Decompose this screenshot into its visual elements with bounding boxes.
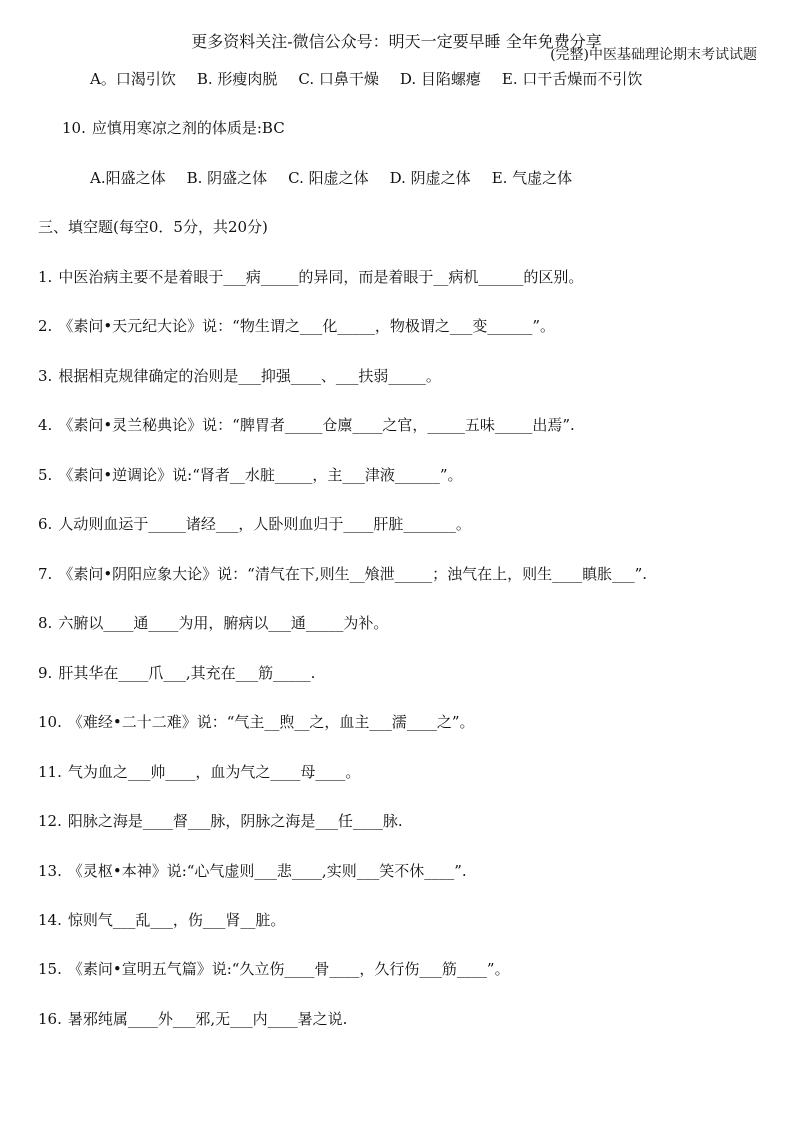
option-c: C. 口鼻干燥 [298, 70, 379, 88]
question-text: 应慎用寒凉之剂的体质是:BC [91, 119, 285, 138]
fill-blank-item [0, 945, 793, 994]
option-a: A。口渴引饮 [90, 70, 176, 88]
item-number: 3. [38, 366, 53, 385]
item-number: 11. [38, 762, 62, 781]
fill-blank-item [0, 352, 793, 401]
item-number: 16. [38, 1009, 62, 1028]
fill-blank-item [0, 451, 793, 500]
option-b: B. 形瘦肉脱 [196, 70, 278, 88]
option-a: A.阳盛之体 [90, 168, 166, 187]
question-number: 10. [62, 119, 86, 138]
item-number: 7. [38, 564, 53, 583]
item-text: 惊则气___乱___，伤___肾__脏。 [67, 910, 286, 929]
item-text: 六腑以____通____为用，腑病以___通_____为补。 [58, 614, 389, 633]
promo-banner: 更多资料关注-微信公众号：明天一定要早睡 全年免费分享 [191, 32, 602, 51]
item-text: 根据相克规律确定的治则是___抑强____、___扶弱_____。 [58, 366, 441, 385]
fill-blank-item [0, 847, 793, 896]
item-text: 《素问•宣明五气篇》说:“久立伤____骨____，久行伤___筋____”。 [67, 960, 510, 979]
item-text: 《素问•逆调论》说:“肾者__水脏_____，主___津液______”。 [58, 465, 463, 484]
fill-blank-item [0, 896, 793, 945]
item-text: 中医治病主要不是着眼于___病_____的异同，而是着眼于__病机______的区别。 [58, 267, 584, 286]
item-number: 6. [38, 515, 53, 534]
fill-blank-item [0, 748, 793, 797]
fill-blank-item [0, 797, 793, 846]
question-10-stem [0, 104, 793, 153]
fill-blank-item [0, 302, 793, 351]
item-text: 阳脉之海是____督___脉，阴脉之海是___任____脉. [67, 812, 403, 831]
fill-blank-item [0, 698, 793, 747]
item-text: 《素问•灵兰秘典论》说：“脾胃者_____仓廪____之官，_____五味_____出焉”. [58, 416, 575, 435]
item-number: 1. [38, 267, 53, 286]
item-text: 《素问•天元纪大论》说：“物生谓之___化_____，物极谓之___变______”。 [58, 317, 555, 336]
question-10-options [0, 154, 793, 203]
option-e: E. 口干舌燥而不引饮 [501, 70, 643, 88]
option-c: C. 阳虚之体 [288, 168, 369, 187]
document-title: (完整)中医基础理论期末考试试题 [550, 47, 757, 63]
item-number: 15. [38, 960, 62, 979]
fill-blank-item [0, 599, 793, 648]
option-d: D. 阴虚之体 [389, 168, 471, 187]
item-number: 4. [38, 416, 53, 435]
section-heading: 三、填空题(每空0．5分，共20分) [38, 218, 268, 237]
item-number: 5. [38, 465, 53, 484]
fill-blank-item [0, 995, 793, 1044]
item-number: 8. [38, 614, 53, 633]
item-text: 气为血之___帅____，血为气之____母____。 [67, 762, 361, 781]
item-text: 肝其华在____爪___,其充在___筋_____. [58, 663, 316, 682]
fill-blank-item [0, 401, 793, 450]
item-text: 暑邪纯属____外___邪,无___内____暑之说. [67, 1009, 348, 1028]
item-text: 《素问•阴阳应象大论》说：“清气在下,则生__飧泄_____；浊气在上，则生____瞋胀___”. [58, 564, 648, 583]
item-number: 13. [38, 861, 62, 880]
item-number: 9. [38, 663, 53, 682]
fill-blank-item [0, 500, 793, 549]
option-b: B. 阴盛之体 [186, 168, 268, 187]
item-text: 《难经•二十二难》说：“气主__煦__之，血主___濡____之”。 [67, 713, 475, 732]
fill-blank-item [0, 253, 793, 302]
fill-blank-item [0, 649, 793, 698]
item-text: 《灵枢•本神》说:“心气虚则___悲____,实则___笑不休____”. [67, 861, 467, 880]
prev-question-options [0, 55, 793, 104]
fill-blank-item [0, 550, 793, 599]
item-number: 12. [38, 812, 62, 831]
document-body [0, 55, 793, 1044]
item-number: 14. [38, 910, 62, 929]
option-e: E. 气虚之体 [491, 168, 573, 187]
item-number: 10. [38, 713, 62, 732]
item-number: 2. [38, 317, 53, 336]
option-d: D. 目陷螺瘪 [399, 70, 481, 88]
item-text: 人动则血运于_____诸经___，人卧则血归于____肝脏_______。 [58, 515, 471, 534]
